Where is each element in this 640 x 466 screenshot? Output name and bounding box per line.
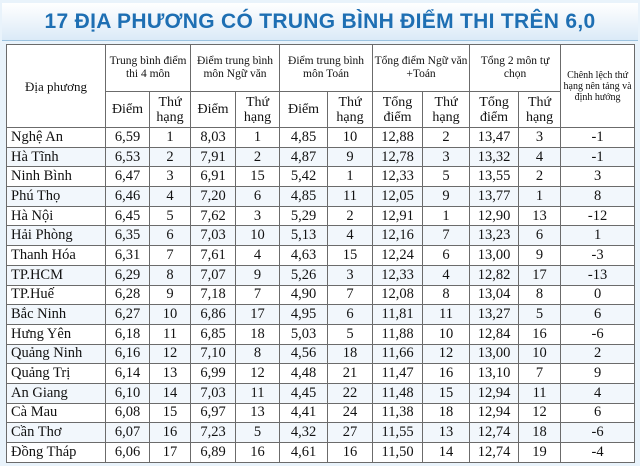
cell-lit-math-total: 11,50 [373,443,423,463]
cell-lit-math-total: 11,38 [373,403,423,423]
table-row [7,324,635,344]
cell-literature-score: 6,99 [191,364,236,384]
cell-elective-total: 12,84 [470,324,519,344]
cell-literature-score: 6,86 [191,305,236,325]
cell-avg-score: 6,10 [106,383,150,403]
cell-rank-difference: -4 [561,443,635,463]
cell-elective-rank: 18 [519,423,561,443]
cell-locality: Đồng Tháp [7,443,106,463]
header-rank-difference: Chênh lệch thứ hạng nên tảng và định hướng [561,45,635,128]
cell-literature-score: 7,62 [191,206,236,226]
cell-locality: Cà Mau [7,403,106,423]
cell-lit-math-total: 12,16 [373,226,423,246]
cell-elective-rank: 17 [519,265,561,285]
cell-math-score: 5,13 [280,226,328,246]
cell-math-score: 4,45 [280,383,328,403]
table-row [7,206,635,226]
table-row [7,423,635,443]
cell-elective-rank: 10 [519,344,561,364]
cell-literature-rank: 13 [236,403,280,423]
cell-lit-math-rank: 13 [423,423,470,443]
header-rank: Thứ hạng [423,92,470,128]
header-rank: Thứ hạng [328,92,373,128]
cell-lit-math-total: 12,05 [373,187,423,207]
table-row [7,246,635,266]
cell-elective-rank: 1 [519,187,561,207]
cell-elective-rank: 7 [519,364,561,384]
cell-math-rank: 24 [328,403,373,423]
cell-avg-rank: 14 [150,383,191,403]
cell-avg-rank: 16 [150,423,191,443]
table-row [7,147,635,167]
cell-avg-rank: 13 [150,364,191,384]
cell-locality: Hưng Yên [7,324,106,344]
cell-avg-rank: 2 [150,147,191,167]
cell-avg-rank: 15 [150,403,191,423]
cell-locality: Hà Nội [7,206,106,226]
cell-lit-math-total: 12,91 [373,206,423,226]
cell-avg-rank: 1 [150,128,191,148]
cell-math-rank: 27 [328,423,373,443]
header-group-literature: Điểm trung bình môn Ngữ văn [191,45,280,92]
cell-avg-rank: 8 [150,265,191,285]
cell-locality: Hải Phòng [7,226,106,246]
cell-literature-score: 7,07 [191,265,236,285]
cell-lit-math-rank: 11 [423,305,470,325]
cell-lit-math-rank: 4 [423,265,470,285]
cell-avg-rank: 7 [150,246,191,266]
cell-literature-score: 7,91 [191,147,236,167]
cell-avg-score: 6,28 [106,285,150,305]
cell-lit-math-total: 12,88 [373,128,423,148]
cell-literature-rank: 9 [236,265,280,285]
cell-lit-math-total: 12,08 [373,285,423,305]
cell-rank-difference: -6 [561,324,635,344]
cell-math-score: 4,41 [280,403,328,423]
cell-lit-math-rank: 2 [423,128,470,148]
cell-lit-math-rank: 8 [423,285,470,305]
cell-rank-difference: 9 [561,364,635,384]
cell-avg-score: 6,18 [106,324,150,344]
cell-avg-rank: 10 [150,305,191,325]
header-locality: Địa phương [7,45,106,128]
cell-math-rank: 22 [328,383,373,403]
cell-elective-rank: 9 [519,246,561,266]
cell-elective-rank: 4 [519,147,561,167]
cell-elective-total: 13,55 [470,167,519,187]
header-rank: Thứ hạng [519,92,561,128]
cell-elective-rank: 19 [519,443,561,463]
cell-math-score: 4,61 [280,443,328,463]
cell-elective-total: 12,74 [470,423,519,443]
cell-math-rank: 16 [328,443,373,463]
cell-locality: An Giang [7,383,106,403]
cell-avg-rank: 17 [150,443,191,463]
cell-elective-total: 13,32 [470,147,519,167]
cell-elective-total: 12,82 [470,265,519,285]
cell-avg-score: 6,59 [106,128,150,148]
header-rank: Thứ hạng [150,92,191,128]
cell-rank-difference: -3 [561,246,635,266]
header-group-lit-math-total: Tổng điểm Ngữ văn +Toán [373,45,470,92]
cell-avg-rank: 11 [150,324,191,344]
cell-literature-rank: 17 [236,305,280,325]
cell-elective-total: 13,00 [470,246,519,266]
cell-avg-score: 6,53 [106,147,150,167]
table-row [7,167,635,187]
cell-literature-rank: 16 [236,443,280,463]
cell-literature-score: 6,97 [191,403,236,423]
cell-lit-math-rank: 5 [423,167,470,187]
cell-avg-score: 6,16 [106,344,150,364]
cell-literature-score: 7,18 [191,285,236,305]
table-row [7,344,635,364]
cell-lit-math-rank: 9 [423,187,470,207]
cell-elective-rank: 16 [519,324,561,344]
cell-literature-score: 7,61 [191,246,236,266]
cell-math-score: 4,87 [280,147,328,167]
cell-math-rank: 18 [328,344,373,364]
cell-elective-total: 12,74 [470,443,519,463]
header-group-avg-4: Trung bình điểm thi 4 môn [106,45,191,92]
header-group-elective-total: Tổng 2 môn tự chọn [470,45,561,92]
cell-literature-rank: 5 [236,423,280,443]
cell-literature-score: 7,23 [191,423,236,443]
cell-math-rank: 10 [328,128,373,148]
cell-lit-math-rank: 6 [423,246,470,266]
cell-elective-total: 12,94 [470,403,519,423]
header-rank: Thứ hạng [236,92,280,128]
cell-avg-rank: 12 [150,344,191,364]
cell-literature-rank: 1 [236,128,280,148]
cell-lit-math-rank: 12 [423,344,470,364]
cell-math-rank: 2 [328,206,373,226]
cell-math-rank: 7 [328,285,373,305]
cell-literature-score: 7,03 [191,383,236,403]
cell-locality: Ninh Bình [7,167,106,187]
cell-avg-score: 6,08 [106,403,150,423]
cell-elective-rank: 5 [519,305,561,325]
cell-math-rank: 15 [328,246,373,266]
page-title: 17 ĐỊA PHƯƠNG CÓ TRUNG BÌNH ĐIỂM THI TRÊN 6,0 [44,9,596,33]
header-row-groups [7,45,635,92]
cell-math-rank: 9 [328,147,373,167]
cell-locality: Hà Tĩnh [7,147,106,167]
cell-elective-total: 12,94 [470,383,519,403]
table-body [7,128,635,463]
cell-locality: Cần Thơ [7,423,106,443]
cell-locality: Thanh Hóa [7,246,106,266]
cell-math-rank: 3 [328,265,373,285]
cell-literature-rank: 2 [236,147,280,167]
cell-rank-difference: -6 [561,423,635,443]
cell-avg-score: 6,35 [106,226,150,246]
cell-literature-score: 8,03 [191,128,236,148]
cell-lit-math-total: 11,88 [373,324,423,344]
cell-avg-score: 6,27 [106,305,150,325]
cell-avg-score: 6,46 [106,187,150,207]
table-row [7,265,635,285]
cell-locality: Quảng Ninh [7,344,106,364]
cell-elective-rank: 3 [519,128,561,148]
cell-math-score: 4,56 [280,344,328,364]
cell-avg-rank: 4 [150,187,191,207]
cell-avg-score: 6,31 [106,246,150,266]
cell-locality: Quảng Trị [7,364,106,384]
cell-math-rank: 11 [328,187,373,207]
header-score: Điểm [280,92,328,128]
cell-locality: Nghệ An [7,128,106,148]
cell-elective-total: 13,10 [470,364,519,384]
cell-math-score: 4,85 [280,187,328,207]
cell-rank-difference: 0 [561,285,635,305]
cell-literature-rank: 3 [236,206,280,226]
header-total-score: Tổng điểm [470,92,519,128]
cell-elective-total: 13,04 [470,285,519,305]
cell-lit-math-total: 12,33 [373,167,423,187]
scores-table [6,44,635,463]
cell-rank-difference: 6 [561,403,635,423]
cell-elective-total: 13,23 [470,226,519,246]
cell-lit-math-rank: 16 [423,364,470,384]
cell-avg-score: 6,07 [106,423,150,443]
cell-literature-score: 6,85 [191,324,236,344]
cell-lit-math-total: 12,24 [373,246,423,266]
cell-locality: Phú Thọ [7,187,106,207]
cell-lit-math-total: 11,47 [373,364,423,384]
table-row [7,383,635,403]
cell-elective-total: 13,27 [470,305,519,325]
cell-lit-math-rank: 7 [423,226,470,246]
cell-rank-difference: 8 [561,187,635,207]
table-row [7,226,635,246]
header-score: Điểm [191,92,236,128]
cell-avg-score: 6,47 [106,167,150,187]
cell-rank-difference: 3 [561,167,635,187]
table-row [7,285,635,305]
cell-math-rank: 5 [328,324,373,344]
cell-elective-rank: 12 [519,403,561,423]
cell-math-score: 5,26 [280,265,328,285]
header-group-math: Điểm trung bình môn Toán [280,45,373,92]
cell-math-score: 4,85 [280,128,328,148]
cell-lit-math-total: 11,55 [373,423,423,443]
cell-avg-rank: 5 [150,206,191,226]
cell-elective-total: 13,77 [470,187,519,207]
cell-lit-math-rank: 15 [423,383,470,403]
cell-literature-rank: 12 [236,364,280,384]
header-score: Điểm [106,92,150,128]
cell-literature-rank: 18 [236,324,280,344]
cell-elective-rank: 8 [519,285,561,305]
cell-rank-difference: -1 [561,128,635,148]
cell-math-score: 5,42 [280,167,328,187]
cell-avg-rank: 6 [150,226,191,246]
cell-math-rank: 1 [328,167,373,187]
cell-rank-difference: 2 [561,344,635,364]
cell-literature-score: 7,03 [191,226,236,246]
cell-lit-math-total: 11,66 [373,344,423,364]
cell-rank-difference: -1 [561,147,635,167]
cell-literature-score: 7,20 [191,187,236,207]
cell-elective-rank: 13 [519,206,561,226]
cell-literature-rank: 4 [236,246,280,266]
cell-rank-difference: 4 [561,383,635,403]
cell-math-rank: 4 [328,226,373,246]
cell-math-rank: 21 [328,364,373,384]
cell-elective-rank: 6 [519,226,561,246]
cell-literature-rank: 10 [236,226,280,246]
cell-lit-math-total: 11,48 [373,383,423,403]
table-row [7,187,635,207]
table-row [7,305,635,325]
title-bar [2,3,638,41]
cell-lit-math-total: 11,81 [373,305,423,325]
cell-locality: TP.HCM [7,265,106,285]
cell-lit-math-total: 12,78 [373,147,423,167]
cell-elective-total: 13,47 [470,128,519,148]
cell-rank-difference: 6 [561,305,635,325]
cell-literature-rank: 7 [236,285,280,305]
cell-math-score: 4,32 [280,423,328,443]
cell-locality: TP.Huế [7,285,106,305]
cell-literature-rank: 8 [236,344,280,364]
cell-literature-rank: 11 [236,383,280,403]
cell-literature-score: 6,91 [191,167,236,187]
cell-rank-difference: -13 [561,265,635,285]
cell-rank-difference: 1 [561,226,635,246]
cell-avg-score: 6,45 [106,206,150,226]
cell-locality: Bắc Ninh [7,305,106,325]
cell-avg-rank: 9 [150,285,191,305]
cell-math-score: 4,90 [280,285,328,305]
cell-literature-score: 6,89 [191,443,236,463]
cell-elective-rank: 2 [519,167,561,187]
table-row [7,364,635,384]
cell-math-score: 4,48 [280,364,328,384]
cell-lit-math-rank: 18 [423,403,470,423]
cell-lit-math-rank: 3 [423,147,470,167]
cell-math-rank: 6 [328,305,373,325]
table-row [7,443,635,463]
cell-lit-math-total: 12,33 [373,265,423,285]
cell-avg-score: 6,14 [106,364,150,384]
cell-literature-rank: 15 [236,167,280,187]
cell-avg-score: 6,06 [106,443,150,463]
cell-math-score: 4,95 [280,305,328,325]
cell-math-score: 5,03 [280,324,328,344]
cell-elective-total: 12,90 [470,206,519,226]
cell-avg-rank: 3 [150,167,191,187]
cell-lit-math-rank: 14 [423,443,470,463]
table-row [7,128,635,148]
cell-math-score: 5,29 [280,206,328,226]
cell-avg-score: 6,29 [106,265,150,285]
table-row [7,403,635,423]
cell-rank-difference: -12 [561,206,635,226]
cell-lit-math-rank: 1 [423,206,470,226]
cell-elective-rank: 11 [519,383,561,403]
cell-lit-math-rank: 10 [423,324,470,344]
cell-literature-rank: 6 [236,187,280,207]
cell-literature-score: 7,10 [191,344,236,364]
header-total-score: Tổng điểm [373,92,423,128]
cell-elective-total: 13,00 [470,344,519,364]
cell-math-score: 4,63 [280,246,328,266]
